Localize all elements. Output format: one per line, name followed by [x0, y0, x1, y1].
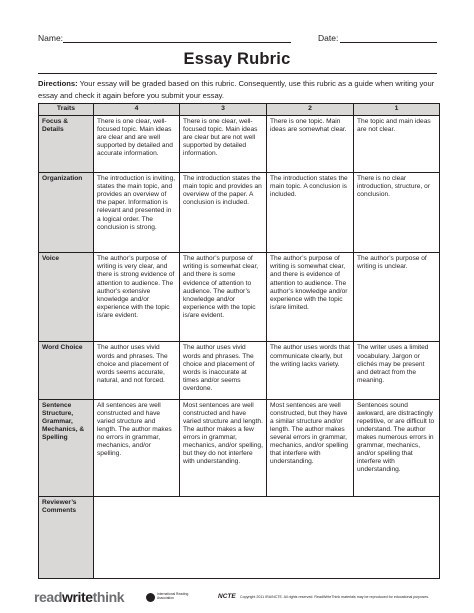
- header-traits: Traits: [39, 104, 94, 116]
- rubric-cell: The author uses words that communicate clearly, but the writing lacks variety.: [267, 342, 354, 399]
- rubric-cell: There is no clear introduction, structure, or conclusion.: [354, 173, 440, 253]
- header-score-2: 2: [267, 104, 354, 116]
- trait-label: Word Choice: [39, 342, 94, 399]
- rubric-cell: The author’s purpose of writing is somewhat clear, and there is evidence of attention to audience. The author’s knowledge and/or experience with the topic is/are limited.: [267, 253, 354, 342]
- rubric-cell: There is one topic. Main ideas are somewhat clear.: [267, 116, 354, 173]
- copyright-text: Copyright 2011 IRA/NCTE. All rights reserved. ReadWriteThink materials may be reproduced for educational purposes.: [240, 595, 430, 599]
- rubric-cell: Sentences sound awkward, are distractingly repetitive, or are difficult to understand. The author makes numerous errors in grammar, mechanics, and/or spelling that interfere with understanding.: [354, 399, 440, 496]
- rubric-cell: Most sentences are well constructed and have varied structure and length. The author makes a few errors in grammar, mechanics, and/or spelling, but they do not interfere with understanding.: [180, 399, 267, 496]
- table-row: [39, 342, 440, 399]
- table-row: [39, 496, 440, 578]
- header-score-4: 4: [94, 104, 180, 116]
- readwritethink-logo: readwritethink: [34, 589, 125, 605]
- header-score-3: 3: [180, 104, 267, 116]
- rubric-table: [38, 103, 440, 579]
- rubric-cell: The introduction states the main topic and provides an overview of the paper. A conclusion is included.: [180, 173, 267, 253]
- rubric-cell: There is one clear, well-focused topic. Main ideas are clear but are not well supported by detailed information.: [180, 116, 267, 173]
- rubric-cell: The author’s purpose of writing is unclear.: [354, 253, 440, 342]
- name-field[interactable]: [63, 42, 291, 43]
- trait-label: Reviewer’s Comments: [39, 496, 94, 578]
- trait-label: Organization: [39, 173, 94, 253]
- rubric-cell: The author’s purpose of writing is somewhat clear, and there is some evidence of attention to audience. The author’s knowledge and/or experience with the topic is/are evident.: [180, 253, 267, 342]
- trait-label: Focus & Details: [39, 116, 94, 173]
- page-title: Essay Rubric: [183, 50, 291, 68]
- trait-label: Sentence Structure, Grammar, Mechanics, & Spelling: [39, 399, 94, 496]
- date-label: Date:: [318, 33, 339, 43]
- rubric-cell: The topic and main ideas are not clear.: [354, 116, 440, 173]
- trait-label: Voice: [39, 253, 94, 342]
- table-header-row: [39, 104, 440, 116]
- ira-logo-icon: [146, 593, 155, 602]
- rubric-cell: The introduction is inviting, states the main topic, and provides an overview of the paper. Information is relevant and presented in a logical order. The conclusion is strong.: [94, 173, 180, 253]
- header-score-1: 1: [354, 104, 440, 116]
- rubric-cell: There is one clear, well-focused topic. Main ideas are clear and are well supported by detailed and accurate information.: [94, 116, 180, 173]
- date-field[interactable]: [340, 42, 437, 43]
- directions-text: Your essay will be graded based on this rubric. Consequently, use this rubric as a guide when writing your essay and check it again before you submit your essay.: [38, 79, 435, 100]
- rubric-cell: The author uses vivid words and phrases. The choice and placement of words is inaccurate at times and/or seems overdone.: [180, 342, 267, 399]
- table-row: [39, 116, 440, 173]
- rubric-cell: The writer uses a limited vocabulary. Jargon or clichés may be present and detract from the meaning.: [354, 342, 440, 399]
- title-divider: [38, 73, 437, 74]
- table-row: [39, 173, 440, 253]
- directions-label: Directions:: [38, 79, 78, 88]
- ncte-logo: NCTE: [218, 593, 236, 600]
- rubric-cell: All sentences are well constructed and have varied structure and length. The author makes no errors in grammar, mechanics, and/or spelling.: [94, 399, 180, 496]
- footer: [34, 589, 438, 605]
- table-row: [39, 399, 440, 496]
- name-label: Name:: [38, 33, 64, 43]
- rubric-cell: Most sentences are well constructed, but they have a similar structure and/or length. The author makes several errors in grammar, mechanics, and/or spelling that interfere with understanding.: [267, 399, 354, 496]
- reviewer-comments-area[interactable]: [94, 496, 440, 578]
- table-row: [39, 253, 440, 342]
- rubric-cell: The introduction states the main topic. A conclusion is included.: [267, 173, 354, 253]
- header-line: [38, 33, 437, 45]
- rubric-cell: The author uses vivid words and phrases. The choice and placement of words seems accurate, natural, and not forced.: [94, 342, 180, 399]
- directions: [38, 78, 438, 101]
- ira-text: International Reading Association: [157, 592, 189, 600]
- rubric-cell: The author’s purpose of writing is very clear, and there is strong evidence of attention to audience. The author’s extensive knowledge and/or experience with the topic is/are evident.: [94, 253, 180, 342]
